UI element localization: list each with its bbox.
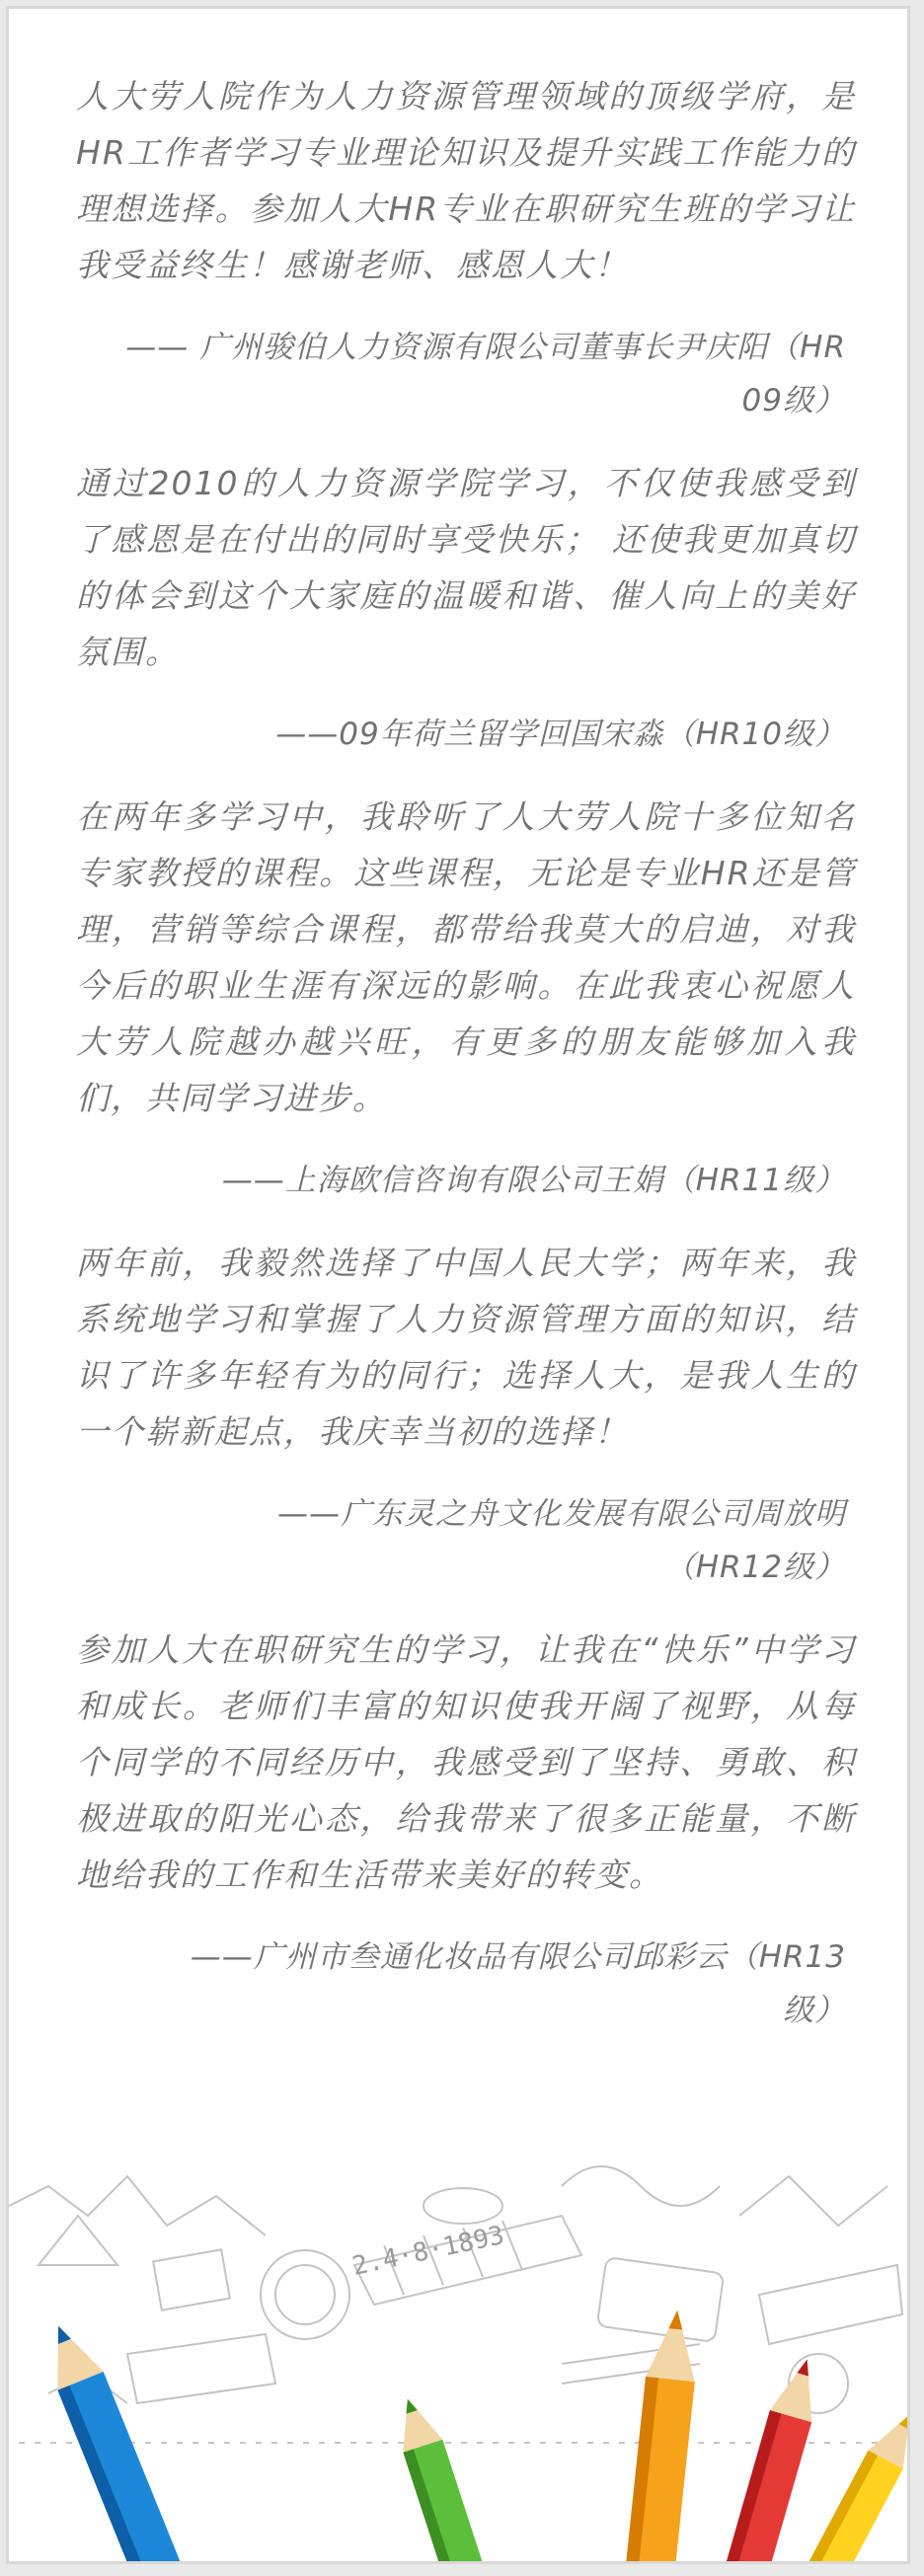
author-line: ——上海欧信咨询有限公司王娟（HR11级） [221,1163,846,1198]
author-line: ——广东灵之舟文化发展有限公司周放明 [277,1496,846,1532]
blue-pencil [36,2316,182,2561]
author-line: 09级） [741,383,846,418]
testimonial-quote: 人大劳人院作为人力资源管理领域的顶级学府，是HR工作者学习专业理论知识及提升实践工作能力的理想选择。参加人大HR专业在职研究生班的学习让我受益终生！感谢老师、感恩人大！ [76,77,856,284]
yellow-pencil [808,2405,907,2561]
colored-pencils-illustration [9,2147,907,2561]
testimonial-author [76,1487,856,1594]
svg-text:2.4·8·1893: 2.4·8·1893 [349,2220,507,2282]
testimonial-author [76,1154,856,1207]
testimonial-card [6,6,910,2564]
testimonial-author [76,321,856,427]
author-line: 级） [783,1993,846,2028]
author-line: ——09年荷兰留学回国宋淼（HR10级） [275,717,846,752]
testimonial-quote: 参加人大在职研究生的学习，让我在“快乐”中学习和成长。老师们丰富的知识使我开阔了视野，从每个同学的不同经历中，我感受到了坚持、勇敢、积极进取的阳光心态，给我带来了很多正能量，不断地给我的工作和生活带来美好的转变。 [76,1630,856,1894]
red-pencil [724,2353,828,2561]
testimonial-quote: 在两年多学习中，我聆听了人大劳人院十多位知名专家教授的课程。这些课程，无论是专业HR还是管理，营销等综合课程，都带给我莫大的启迪，对我今后的职业生涯有深远的影响。在此我衷心祝愿人大劳人院越办越兴旺，有更多的朋友能够加入我们，共同学习进步。 [76,797,856,1117]
green-pencil [388,2392,486,2561]
author-line: —— 广州骏伯人力资源有限公司董事长尹庆阳（HR [125,330,846,365]
testimonial-quote: 通过2010的人力资源学院学习，不仅使我感受到了感恩是在付出的同时享受快乐； 还使我更加真切的体会到这个大家庭的温暖和谐、催人向上的美好氛围。 [76,464,856,671]
testimonial-list [76,68,856,2065]
testimonial-author [76,708,856,761]
school-sketch-doodles [9,2166,902,2443]
testimonial-quote: 两年前，我毅然选择了中国人民大学；两年来，我系统地学习和掌握了人力资源管理方面的知识，结识了许多年轻有为的同行；选择人大，是我人生的一个崭新起点，我庆幸当初的选择！ [76,1244,856,1451]
testimonial-author [76,1931,856,2037]
author-line: ——广州市叁通化妆品有限公司邱彩云（HR13 [190,1939,846,1975]
author-line: （HR12级） [663,1550,846,1585]
